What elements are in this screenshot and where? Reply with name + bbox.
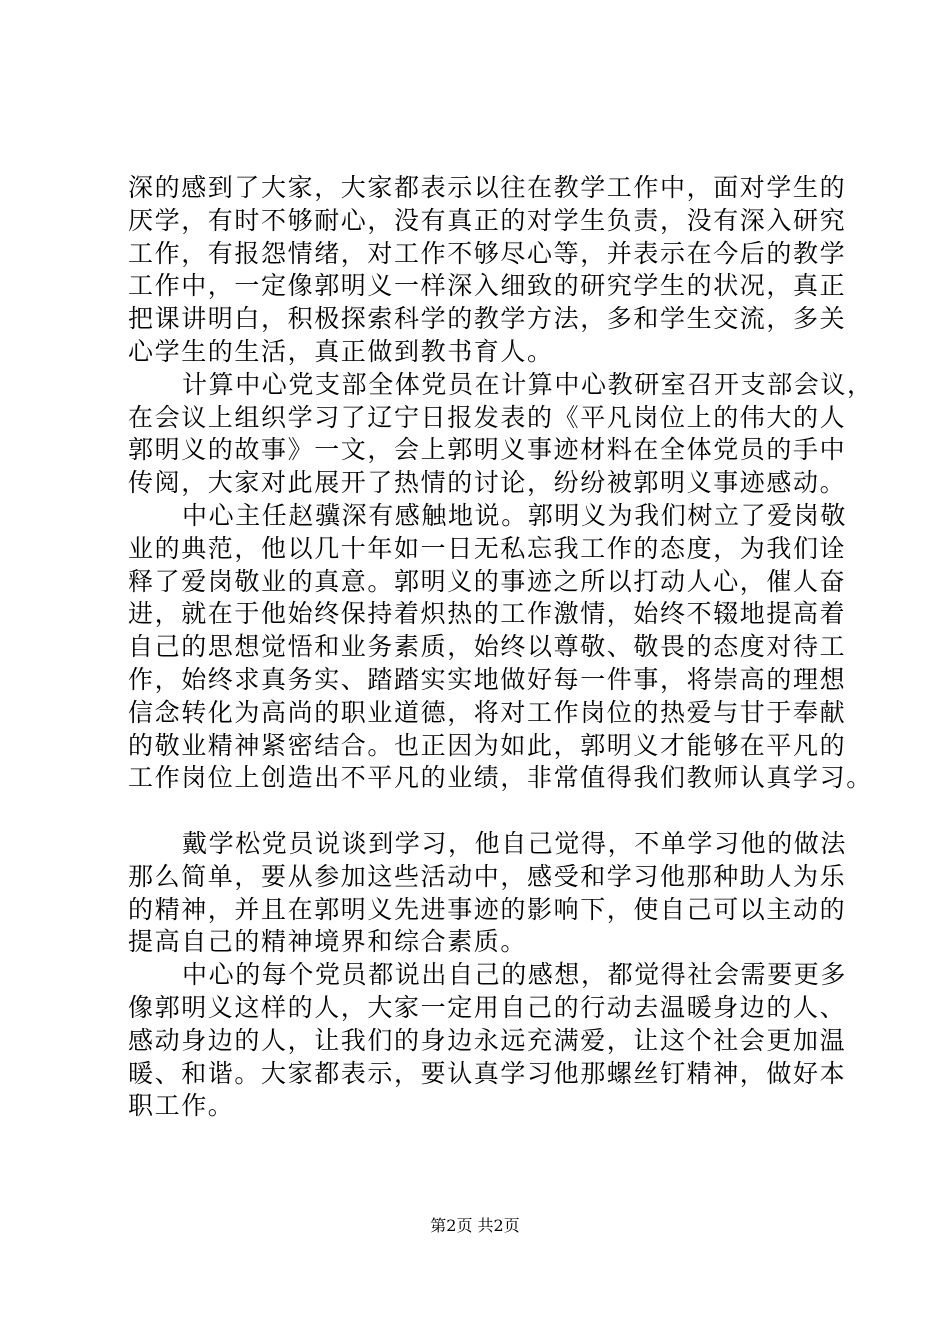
text-line: 自己的思想觉悟和业务素质，始终以尊敬、敬畏的态度对待工 [128,632,847,662]
text-line: 职工作。 [128,1091,235,1121]
text-line: 像郭明义这样的人，大家一定用自己的行动去温暖身边的人、 [128,992,847,1022]
blank-line [128,795,828,828]
text-line: 中心主任赵骥深有感触地说。郭明义为我们树立了爱岗敬 [182,500,848,530]
text-line: 心学生的生活，真正做到教书育人。 [128,336,554,366]
text-line: 传阅，大家对此展开了热情的讨论，纷纷被郭明义事迹感动。 [128,468,847,498]
text-line: 工作岗位上创造出不平凡的业绩，非常值得我们教师认真学习。 [128,763,873,793]
paragraph-2 [128,369,874,500]
text-line: 释了爱岗敬业的真意。郭明义的事迹之所以打动人心，催人奋 [128,566,847,596]
text-line: 暖、和谐。大家都表示，要认真学习他那螺丝钉精神，做好本 [128,1058,847,1088]
document-body [128,172,874,1123]
text-line: 信念转化为高尚的职业道德，将对工作岗位的热爱与甘于奉献 [128,697,847,727]
paragraph-5 [128,959,848,1123]
text-line: 进，就在于他始终保持着炽热的工作激情，始终不辍地提高着 [128,599,847,629]
page-number-footer: 第2页 共2页 [430,1216,520,1235]
text-line: 在会议上组织学习了辽宁日报发表的《平凡岗位上的伟大的人 [128,402,847,432]
text-line: 业的典范，他以几十年如一日无私忘我工作的态度，为我们诠 [128,533,847,563]
text-line: 那么简单，要从参加这些活动中，感受和学习他那种助人为乐 [128,861,847,891]
text-line: 的敬业精神紧密结合。也正因为如此，郭明义才能够在平凡的 [128,730,847,760]
text-line: 作，始终求真务实、踏踏实实地做好每一件事，将崇高的理想 [128,664,847,694]
paragraph-4 [128,828,848,959]
text-line: 中心的每个党员都说出自己的感想，都觉得社会需要更多 [182,960,848,990]
text-line: 把课讲明白，积极探索科学的教学方法，多和学生交流，多关 [128,304,847,334]
text-line: 感动身边的人，让我们的身边永远充满爱，让这个社会更加温 [128,1025,847,1055]
text-line: 厌学，有时不够耐心，没有真正的对学生负责，没有深入研究 [128,205,847,235]
paragraph-1 [128,172,847,369]
text-line: 提高自己的精神境界和综合素质。 [128,927,528,957]
text-line: 工作，有报怨情绪，对工作不够尽心等，并表示在今后的教学 [128,238,847,268]
text-line: 的精神，并且在郭明义先进事迹的影响下，使自己可以主动的 [128,894,847,924]
text-line: 戴学松党员说谈到学习，他自己觉得，不单学习他的做法 [182,828,848,858]
text-line: 郭明义的故事》一文，会上郭明义事迹材料在全体党员的手中 [128,435,847,465]
text-line: 深的感到了大家，大家都表示以往在教学工作中，面对学生的 [128,173,847,202]
text-line: 工作中，一定像郭明义一样深入细致的研究学生的状况，真正 [128,271,847,301]
paragraph-3 [128,500,873,795]
text-line: 计算中心党支部全体党员在计算中心教研室召开支部会议， [182,369,874,399]
